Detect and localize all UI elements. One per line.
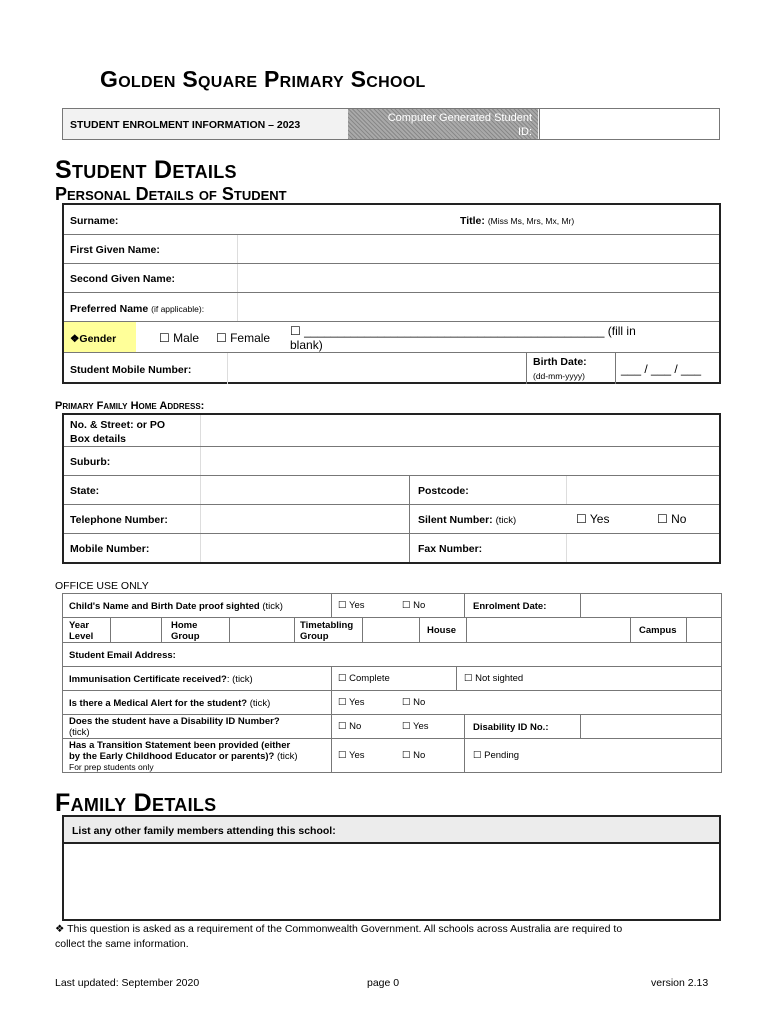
silent-no-checkbox[interactable]: ☐ No <box>657 512 687 526</box>
transition-no-checkbox[interactable]: ☐ No <box>402 750 426 761</box>
family-mobile-label: Mobile Number: <box>70 543 150 555</box>
computer-id-label: Computer Generated Student ID: <box>348 109 538 139</box>
transition-label: Has a Transition Statement been provided (either by the Early Childhood Educator or parents)? (tick) For prep students only <box>69 740 298 772</box>
computer-id-field[interactable] <box>539 109 719 139</box>
fax-field[interactable] <box>566 534 719 562</box>
suburb-field[interactable] <box>200 447 719 475</box>
male-checkbox[interactable]: ☐ Male <box>159 331 200 345</box>
proof-label: Child's Name and Birth Date proof sighted (tick) <box>69 601 283 612</box>
footnote: ❖ This question is asked as a requirement of the Commonwealth Government. All schools across Australia are required to collect the same information. <box>55 923 623 950</box>
enrolment-date-field[interactable] <box>580 594 721 617</box>
gender-label: ❖Gender <box>64 322 136 352</box>
email-field[interactable] <box>203 643 721 666</box>
immunisation-complete-checkbox[interactable]: ☐ Complete <box>338 673 390 684</box>
version: version 2.13 <box>651 977 709 989</box>
birth-date-field[interactable]: ___ / ___ / ___ <box>621 362 702 376</box>
postcode-label: Postcode: <box>418 485 469 497</box>
immunisation-label: Immunisation Certificate received?: (tick) <box>69 674 253 685</box>
second-name-label: Second Given Name: <box>70 273 176 285</box>
personal-details-table <box>62 203 721 384</box>
state-label: State: <box>70 485 100 497</box>
address-heading: Primary Family Home Address: <box>55 400 205 412</box>
campus-label: Campus <box>639 625 677 636</box>
enrolment-header-bar <box>62 108 720 140</box>
house-label: House <box>427 625 457 636</box>
telephone-label: Telephone Number: <box>70 514 168 526</box>
school-name: Golden Square Primary School <box>100 66 426 92</box>
silent-yes-checkbox[interactable]: ☐ Yes <box>576 512 610 526</box>
other-gender-field[interactable]: ☐ _____________________________________________ (fill in blank) <box>290 324 636 352</box>
proof-no-checkbox[interactable]: ☐ No <box>402 600 426 611</box>
fax-label: Fax Number: <box>418 543 483 555</box>
mobile-label: Student Mobile Number: <box>70 364 192 376</box>
telephone-field[interactable] <box>200 505 410 533</box>
home-group-label: Home Group <box>171 620 200 642</box>
surname-field[interactable] <box>172 205 719 234</box>
timetabling-group-label: Timetabling Group <box>300 620 354 642</box>
medical-alert-label: Is there a Medical Alert for the student? (tick) <box>69 698 271 709</box>
medical-yes-checkbox[interactable]: ☐ Yes <box>338 697 365 708</box>
immunisation-not-sighted-checkbox[interactable]: ☐ Not sighted <box>464 673 524 684</box>
street-label: No. & Street: or PO Box details <box>70 419 166 445</box>
mobile-field[interactable] <box>227 353 527 384</box>
disability-no-checkbox[interactable]: ☐ No <box>338 721 362 732</box>
personal-details-heading: Personal Details of Student <box>55 184 287 204</box>
suburb-label: Suburb: <box>70 456 111 468</box>
family-members-label: List any other family members attending this school: <box>72 825 336 837</box>
family-mobile-field[interactable] <box>200 534 410 562</box>
home-group-field[interactable] <box>229 618 295 642</box>
student-details-heading: Student Details <box>55 156 237 184</box>
medical-no-checkbox[interactable]: ☐ No <box>402 697 426 708</box>
house-field[interactable] <box>466 618 631 642</box>
office-heading: OFFICE USE ONLY <box>55 580 149 592</box>
disability-label: Does the student have a Disability ID Number? (tick) <box>69 716 280 738</box>
campus-field[interactable] <box>686 618 721 642</box>
first-name-field[interactable] <box>237 235 719 263</box>
year-level-label: Year Level <box>69 620 94 642</box>
street-field[interactable] <box>200 415 719 446</box>
page-number: page 0 <box>367 977 400 989</box>
address-table <box>62 413 721 564</box>
timetabling-group-field[interactable] <box>362 618 420 642</box>
proof-yes-checkbox[interactable]: ☐ Yes <box>338 600 365 611</box>
enrolment-date-label: Enrolment Date: <box>473 601 547 612</box>
transition-yes-checkbox[interactable]: ☐ Yes <box>338 750 365 761</box>
disability-id-field[interactable] <box>580 715 721 738</box>
preferred-name-field[interactable] <box>237 293 719 321</box>
surname-label: Surname: <box>70 215 119 227</box>
disability-id-label: Disability ID No.: <box>473 722 549 733</box>
enrolment-title: STUDENT ENROLMENT INFORMATION – 2023 <box>70 119 301 131</box>
family-details-heading: Family Details <box>55 789 217 817</box>
office-table <box>62 593 722 773</box>
family-members-field[interactable] <box>64 846 719 919</box>
silent-number-label: Silent Number: (tick) <box>418 514 517 526</box>
birth-date-label: Birth Date: (dd-mm-yyyy) <box>526 353 616 384</box>
postcode-field[interactable] <box>566 476 719 504</box>
title-label: Title: (Miss Ms, Mrs, Mx, Mr) <box>460 215 575 227</box>
transition-pending-checkbox[interactable]: ☐ Pending <box>473 750 520 761</box>
female-checkbox[interactable]: ☐ Female <box>216 331 271 345</box>
email-label: Student Email Address: <box>69 650 176 661</box>
second-name-field[interactable] <box>237 264 719 292</box>
preferred-name-label: Preferred Name (if applicable): <box>70 303 205 315</box>
state-field[interactable] <box>200 476 410 504</box>
first-name-label: First Given Name: <box>70 244 160 256</box>
last-updated: Last updated: September 2020 <box>55 977 200 989</box>
family-table <box>62 815 721 921</box>
year-level-field[interactable] <box>110 618 162 642</box>
disability-yes-checkbox[interactable]: ☐ Yes <box>402 721 429 732</box>
